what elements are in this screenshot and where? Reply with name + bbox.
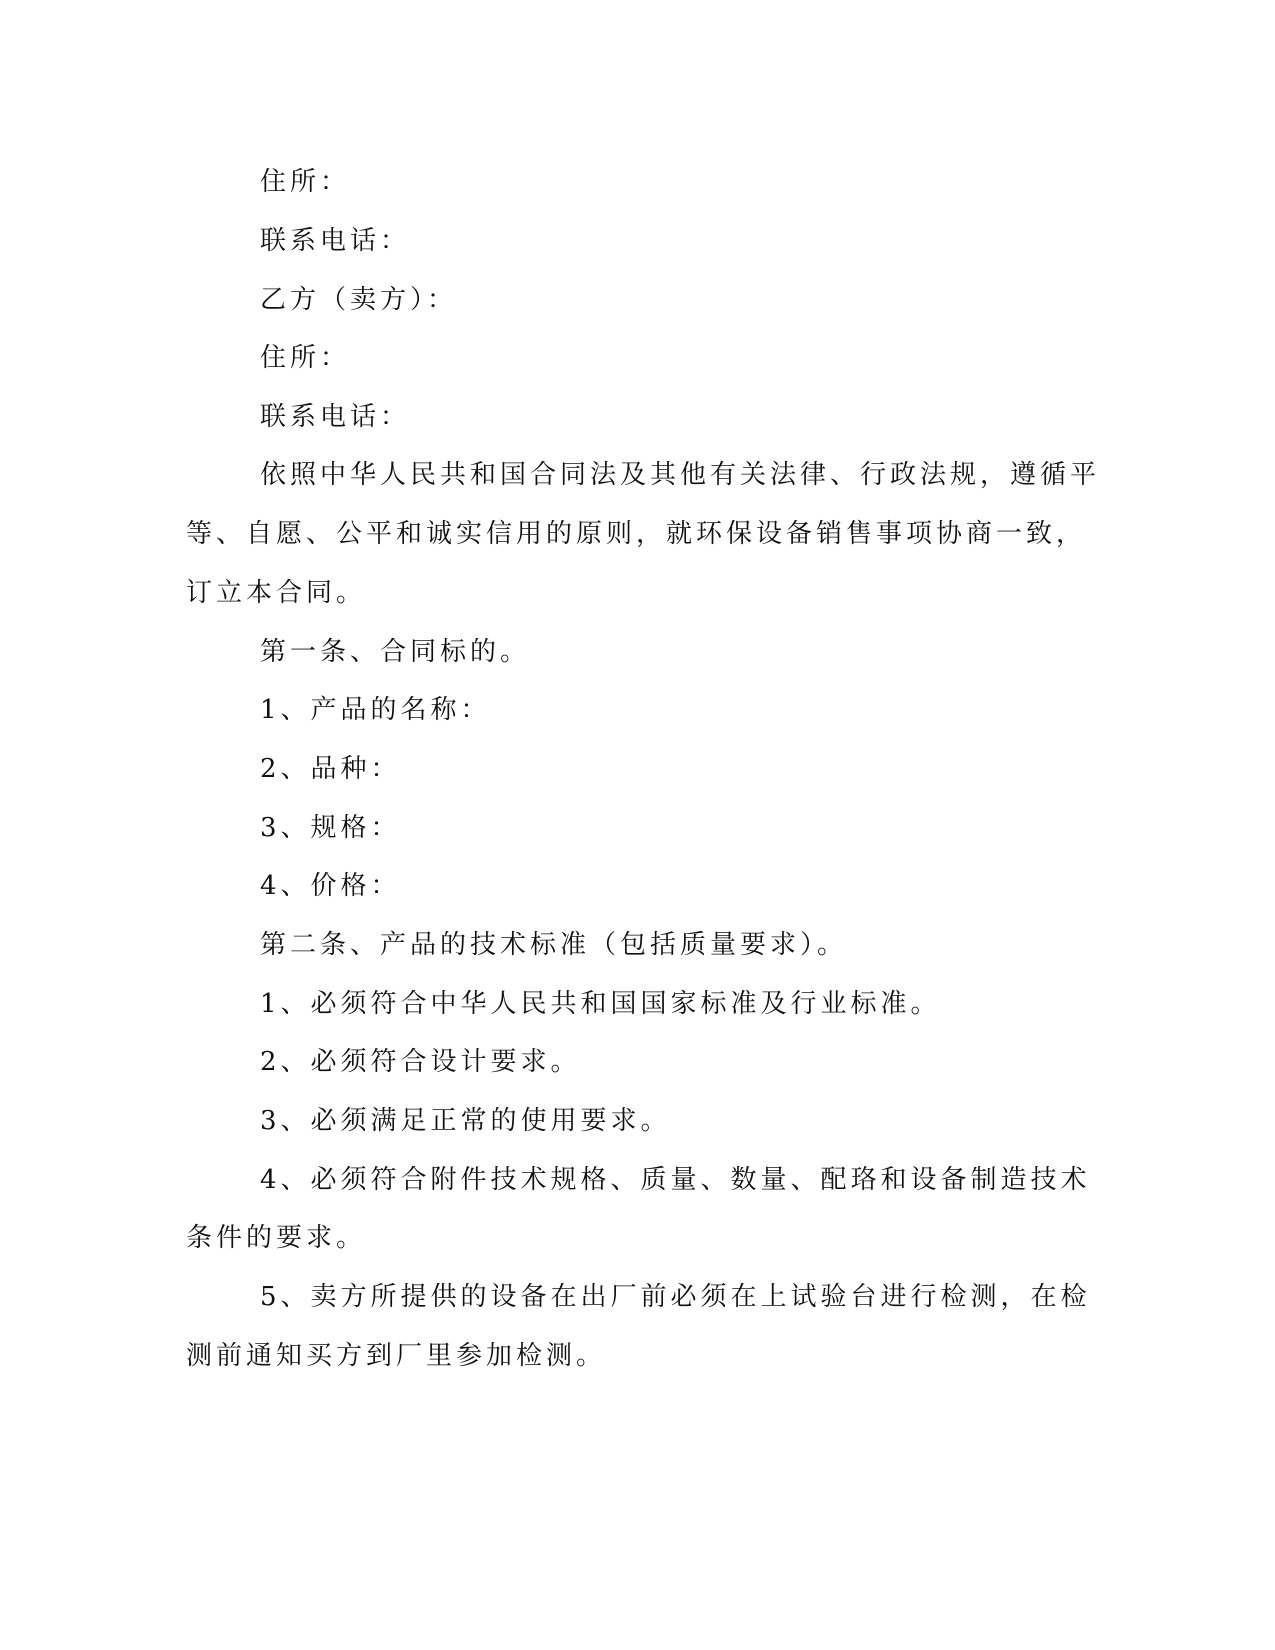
article-2-heading: 第二条、产品的技术标准（包括质量要求）。 [260, 930, 848, 960]
article-2-item-4-line-2: 条件的要求。 [186, 1223, 367, 1253]
article-1-heading: 第一条、合同标的。 [260, 637, 531, 667]
preamble-line-1: 依照中华人民共和国合同法及其他有关法律、行政法规，遵循平 [260, 460, 1101, 490]
article-2-item-3: 3、必须满足正常的使用要求。 [260, 1106, 671, 1136]
address-line-party-b: 住所： [260, 343, 351, 373]
party-b-seller-line: 乙方（卖方）： [260, 285, 458, 315]
article-2-item-5-line-1: 5、卖方所提供的设备在出厂前必须在上试验台进行检测，在检 [260, 1282, 1091, 1312]
article-1-item-4: 4、价格： [260, 871, 401, 901]
article-2-item-2: 2、必须符合设计要求。 [260, 1047, 581, 1077]
address-line-party-a: 住所： [260, 167, 351, 197]
preamble-line-3: 订立本合同。 [186, 578, 367, 608]
phone-line-party-b: 联系电话： [260, 402, 411, 432]
article-2-item-5-line-2: 测前通知买方到厂里参加检测。 [186, 1341, 607, 1371]
article-1-item-3: 3、规格： [260, 813, 401, 843]
phone-line-party-a: 联系电话： [260, 226, 411, 256]
preamble-line-2: 等、自愿、公平和诚实信用的原则，就环保设备销售事项协商一致， [186, 519, 1087, 549]
article-2-item-4-line-1: 4、必须符合附件技术规格、质量、数量、配珞和设备制造技术 [260, 1165, 1091, 1195]
article-1-item-1: 1、产品的名称： [260, 695, 491, 725]
article-1-item-2: 2、品种： [260, 754, 401, 784]
article-2-item-1: 1、必须符合中华人民共和国国家标准及行业标准。 [260, 989, 941, 1019]
